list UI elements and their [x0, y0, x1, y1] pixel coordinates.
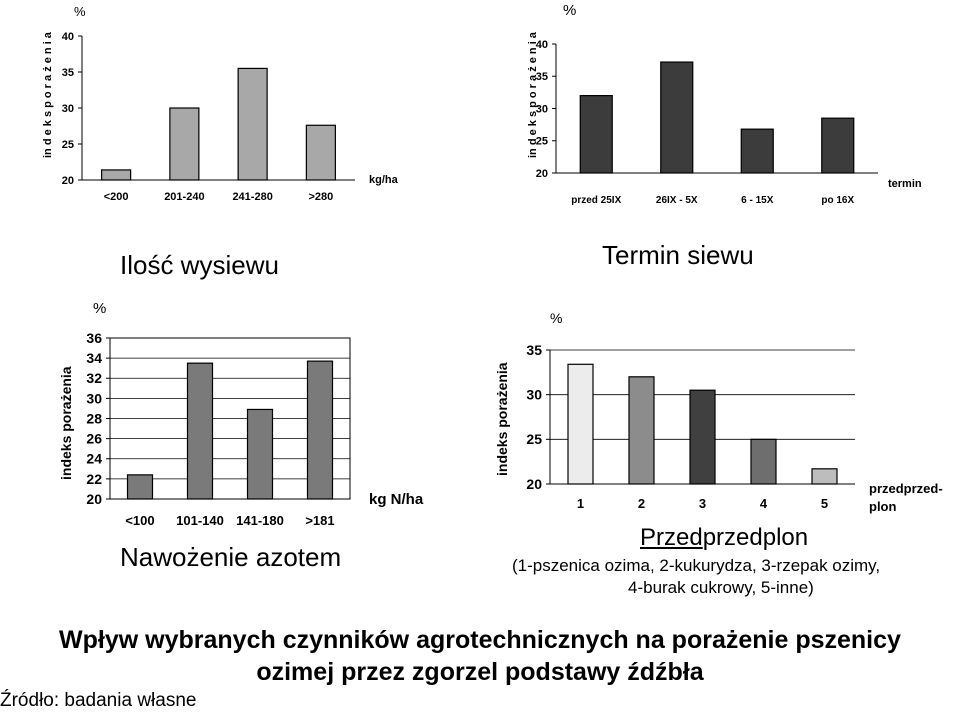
- chart-przedplon-title-rest: przedplon: [702, 524, 809, 551]
- chart-przedplon-unit: %: [550, 310, 563, 326]
- x-tick-label: 201-240: [164, 191, 205, 203]
- y-tick-label: 32: [86, 370, 102, 387]
- chart-termin-xunit: termin: [888, 178, 922, 190]
- chart-przedplon-ylabel: indeks porażenia: [494, 362, 510, 476]
- x-tick-label: 6 - 15X: [741, 195, 774, 206]
- chart-przedplon: [480, 290, 960, 530]
- chart-ilosc: [0, 0, 480, 240]
- source-note: Źródło: badania własne: [0, 690, 197, 711]
- y-tick-label: 20: [61, 174, 74, 187]
- bar: [741, 129, 773, 173]
- y-tick-label: 40: [61, 30, 74, 43]
- bar: [188, 363, 213, 499]
- x-tick-label: <200: [103, 191, 129, 203]
- x-tick-label: 101-140: [176, 513, 224, 528]
- bar: [629, 377, 654, 484]
- x-tick-label: po 16X: [821, 195, 855, 206]
- bar: [661, 62, 693, 173]
- chart-azot-unit: %: [93, 300, 107, 317]
- chart-ilosc-ylabel: in d e k s p o r a ż e n i a: [42, 32, 54, 158]
- bar: [170, 108, 199, 180]
- y-tick-label: 20: [86, 490, 102, 507]
- main-title-line-1: Wpływ wybranych czynników agrotechnicznych na porażenie pszenicy: [59, 626, 901, 654]
- bar: [751, 439, 776, 484]
- chart-termin-title: Termin siewu: [602, 240, 754, 270]
- x-tick-label: 1: [576, 496, 585, 511]
- chart-przedplon-title-underlined: Przed: [640, 524, 703, 551]
- chart-termin-ylabel: in d e k s p o r a ż e n i a: [527, 32, 539, 158]
- y-tick-label: 22: [86, 470, 102, 487]
- y-tick-label: 25: [526, 431, 542, 448]
- x-tick-label: 4: [759, 496, 768, 511]
- chart-ilosc-title: Ilość wysiewu: [120, 250, 279, 280]
- x-tick-label: 5: [820, 496, 829, 511]
- chart-ilosc-unit: %: [74, 4, 86, 19]
- bar: [308, 361, 333, 499]
- y-tick-label: 30: [535, 103, 548, 116]
- bar: [568, 364, 593, 484]
- x-tick-label: >181: [305, 513, 335, 528]
- chart-termin: [480, 0, 960, 240]
- chart-azot-ylabel: indeks porażenia: [58, 366, 74, 480]
- bar: [248, 409, 273, 499]
- bar: [580, 96, 612, 173]
- y-tick-label: 35: [526, 341, 542, 358]
- chart-przedplon-xunit-2: plon: [869, 499, 897, 514]
- chart-przedplon-xunit-1: przedprzed-: [869, 481, 943, 496]
- bar: [690, 390, 715, 484]
- x-tick-label: 241-280: [232, 191, 273, 203]
- bar: [306, 125, 335, 180]
- chart-azot: [0, 290, 480, 530]
- chart-przedplon-legend-1: (1-pszenica ozima, 2-kukurydza, 3-rzepak ozimy,: [512, 556, 881, 575]
- bar: [128, 475, 153, 499]
- x-tick-label: 141-180: [236, 513, 284, 528]
- x-tick-label: >280: [308, 191, 334, 203]
- x-tick-label: <100: [125, 513, 155, 528]
- y-tick-label: 30: [526, 386, 542, 403]
- y-tick-label: 28: [86, 410, 102, 427]
- chart-azot-xunit: kg N/ha: [369, 491, 424, 508]
- y-tick-label: 24: [86, 450, 102, 467]
- chart-przedplon-title: [640, 524, 808, 552]
- y-tick-label: 26: [86, 430, 102, 447]
- y-tick-label: 35: [535, 71, 548, 84]
- chart-przedplon-legend-2: 4-burak cukrowy, 5-inne): [628, 578, 814, 597]
- y-tick-label: 40: [535, 38, 548, 51]
- chart-azot-title: Nawożenie azotem: [120, 542, 342, 572]
- x-tick-label: 2: [637, 496, 646, 511]
- bar: [238, 68, 267, 180]
- y-tick-label: 20: [535, 167, 548, 180]
- y-tick-label: 25: [535, 135, 548, 148]
- y-tick-label: 34: [86, 350, 102, 367]
- y-tick-label: 20: [526, 475, 542, 492]
- chart-termin-unit: %: [563, 2, 577, 19]
- x-tick-label: 26IX - 5X: [655, 195, 698, 206]
- chart-ilosc-plot: [0, 0, 480, 240]
- bar: [102, 170, 131, 180]
- main-title-line-2: ozimej przez zgorzel podstawy źdźbła: [256, 658, 704, 686]
- y-tick-label: 35: [61, 66, 74, 79]
- x-tick-label: przed 25IX: [571, 195, 622, 206]
- y-tick-label: 25: [61, 138, 74, 151]
- chart-termin-plot: [480, 0, 960, 240]
- chart-ilosc-xunit: kg/ha: [369, 174, 398, 186]
- bar: [812, 469, 837, 484]
- y-tick-label: 36: [86, 329, 102, 346]
- x-tick-label: 3: [698, 496, 707, 511]
- bar: [822, 118, 854, 173]
- y-tick-label: 30: [86, 390, 102, 407]
- y-tick-label: 30: [61, 102, 74, 115]
